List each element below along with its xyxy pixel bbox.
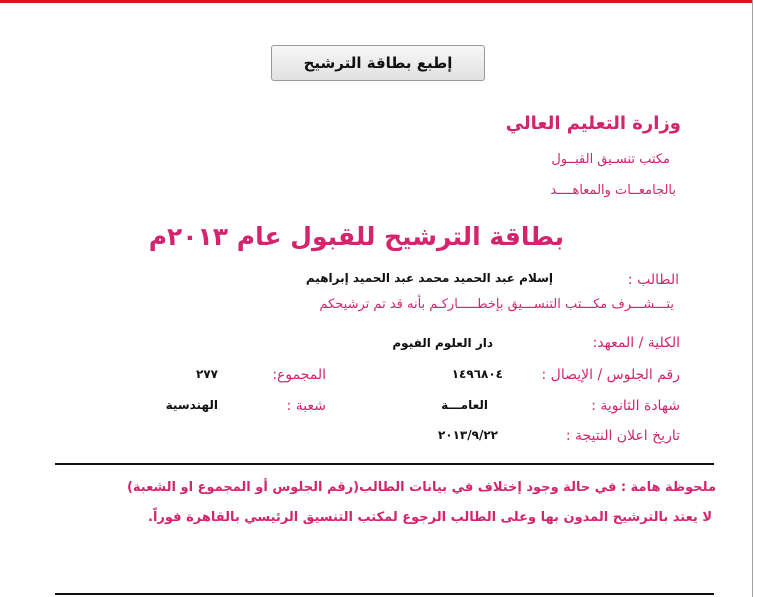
branch-label: شعبة : <box>286 398 326 414</box>
college-label: الكلية / المعهد: <box>592 335 680 351</box>
total-value: ٢٧٧ <box>196 367 218 381</box>
seat-number-label: رقم الجلوس / الإيصال : <box>541 367 680 383</box>
office-line-1: مكتب تنسـيق القبــول <box>551 152 670 167</box>
certificate-value: العامـــة <box>441 398 488 412</box>
card-title: بطاقة الترشيح للقبول عام ٢٠١٣م <box>148 222 564 251</box>
print-card-button[interactable]: إطبع بطاقة الترشيح <box>271 45 485 81</box>
top-accent-bar <box>0 0 752 3</box>
college-value: دار العلوم الفيوم <box>392 336 493 350</box>
seat-number-value: ١٤٩٦٨٠٤ <box>451 367 503 381</box>
divider-bottom <box>55 593 714 595</box>
notice-line-1: ملحوظة هامة : في حالة وجود إختلاف في بيانات الطالب(رقم الجلوس أو المجموع او الشعبة) <box>126 480 716 495</box>
certificate-label: شهادة الثانوية : <box>591 398 680 414</box>
notice-line-2: لا يعتد بالترشيح المدون بها وعلى الطالب الرجوع لمكتب التنسيق الرئيسي بالقاهرة فوراً. <box>148 510 712 525</box>
result-date-label: تاريخ اعلان النتيجة : <box>565 428 680 444</box>
result-date-value: ٢٠١٣/٩/٢٢ <box>437 428 498 442</box>
branch-value: الهندسية <box>165 398 218 412</box>
window-edge <box>752 0 753 597</box>
divider-top <box>55 463 714 465</box>
total-label: المجموع: <box>272 367 326 383</box>
nomination-statement: يتـــشـــرف مكـــتب التنســـيق بإخطـــــاركـم بأنه قد تم ترشيحكم <box>319 297 674 312</box>
student-label: الطالب : <box>627 272 679 288</box>
ministry-title: وزارة التعليم العالي <box>505 113 681 134</box>
office-line-2: بالجامعــات والمعاهــــد <box>550 183 676 198</box>
student-name: إسلام عبد الحميد محمد عبد الحميد إبراهيم <box>305 271 553 285</box>
